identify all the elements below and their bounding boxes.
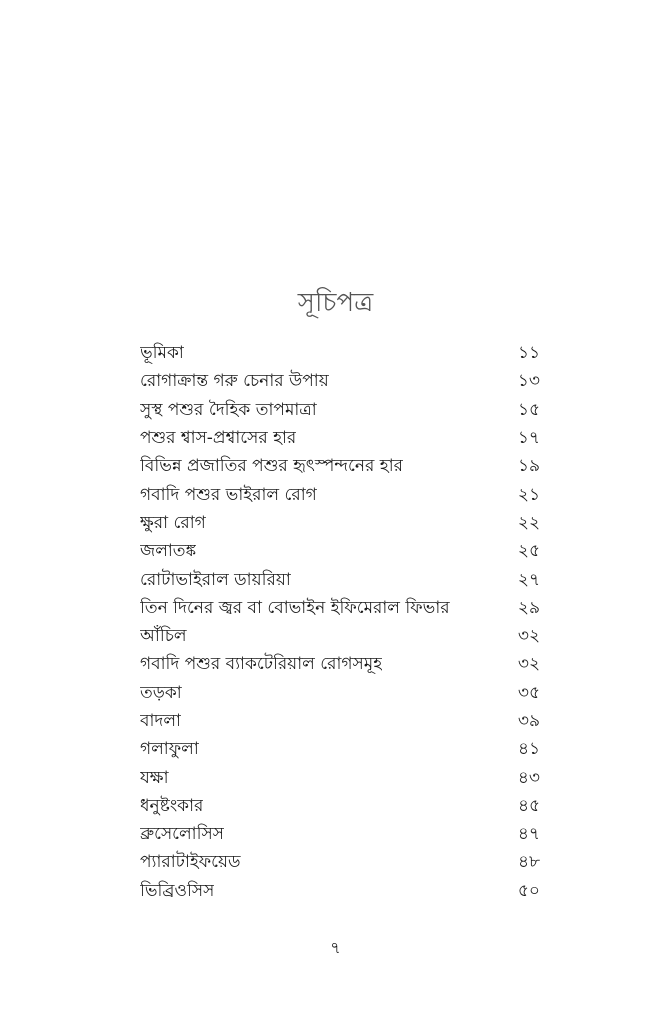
toc-entry — [140, 425, 540, 453]
toc-entry — [140, 680, 540, 708]
toc-entry — [140, 793, 540, 821]
toc-entry-page: ১৩ — [517, 371, 540, 392]
page-number: ৭ — [330, 938, 341, 957]
toc-entry-label: ক্ষুরা রোগ — [140, 512, 206, 533]
toc-entry — [140, 764, 540, 792]
toc-entry-page: ৫০ — [517, 880, 540, 901]
toc-entry-label: জলাতঙ্ক — [140, 541, 197, 562]
toc-entry — [140, 538, 540, 566]
toc-entry-page: ১৯ — [517, 456, 540, 477]
toc-entry-page: ৪১ — [517, 739, 540, 760]
toc-entry — [140, 878, 540, 906]
toc-entry-label: গবাদি পশুর ভাইরাল রোগ — [140, 484, 317, 505]
toc-entry — [140, 708, 540, 736]
toc-entry — [140, 481, 540, 509]
toc-entry-label: ভিব্রিওসিস — [140, 880, 215, 901]
toc-entry-page: ২৫ — [517, 541, 540, 562]
toc-entry-page: ১৫ — [517, 399, 540, 420]
toc-entry-page: ৩৫ — [517, 682, 540, 703]
toc-entry-page: ২১ — [517, 484, 540, 505]
toc-entry — [140, 651, 540, 679]
toc-entry-label: বাদলা — [140, 711, 181, 731]
toc-entry — [140, 821, 540, 849]
toc-entry — [140, 849, 540, 877]
toc-entry-label: পশুর শ্বাস-প্রশ্বাসের হার — [140, 428, 297, 449]
toc-entry-label: ভূমিকা — [140, 343, 184, 364]
toc-entry-page: ২৯ — [517, 597, 540, 618]
toc-entry-page: ৩৯ — [517, 711, 540, 731]
toc-entry-page: ৪৮ — [517, 852, 540, 873]
toc-entry-label: যক্ষা — [140, 767, 169, 788]
toc-entry-page: ৩২ — [517, 654, 540, 675]
toc-entry — [140, 736, 540, 764]
toc-entry-page: ৩২ — [517, 626, 540, 647]
toc-entry-label: সুস্থ পশুর দৈহিক তাপমাত্রা — [140, 399, 317, 420]
toc-entry-label: রোগাক্রান্ত গরু চেনার উপায় — [140, 371, 329, 392]
toc-entry-label: বিভিন্ন প্রজাতির পশুর হৃৎস্পন্দনের হার — [140, 456, 403, 477]
toc-entry-label: আঁচিল — [140, 626, 187, 647]
page-title: সূচিপত্র — [297, 288, 374, 318]
toc-entry-label: গবাদি পশুর ব্যাকটেরিয়াল রোগসমূহ — [140, 654, 383, 675]
toc-entry — [140, 397, 540, 425]
toc-entry-page: ৪৩ — [517, 767, 540, 788]
toc-entry-label: ধনুষ্টংকার — [140, 795, 204, 816]
toc-entry-label: তিন দিনের জ্বর বা বোভাইন ইফিমেরাল ফিভার — [140, 597, 450, 618]
toc-entry — [140, 453, 540, 481]
toc-entry-label: তড়কা — [140, 682, 182, 703]
toc-entry-label: রোটাভাইরাল ডায়রিয়া — [140, 569, 291, 590]
toc-entry-label: গলাফুলা — [140, 739, 199, 760]
toc-entry — [140, 595, 540, 623]
toc-entry-label: প্যারাটাইফয়েড — [140, 852, 241, 873]
toc-entry-page: ৪৭ — [517, 824, 540, 845]
toc-entry-page: ১১ — [517, 343, 540, 364]
toc-entry-label: ব্রুসেলোসিস — [140, 824, 224, 845]
toc-entry-page: ৪৫ — [517, 795, 540, 816]
toc-entry — [140, 368, 540, 396]
toc-entry — [140, 623, 540, 651]
toc-entry — [140, 510, 540, 538]
toc-entry-page: ১৭ — [517, 428, 540, 449]
toc-entry-page: ২৭ — [517, 569, 540, 590]
toc-entry-page: ২২ — [517, 512, 540, 533]
table-of-contents — [140, 340, 540, 906]
toc-entry — [140, 566, 540, 594]
toc-entry — [140, 340, 540, 368]
